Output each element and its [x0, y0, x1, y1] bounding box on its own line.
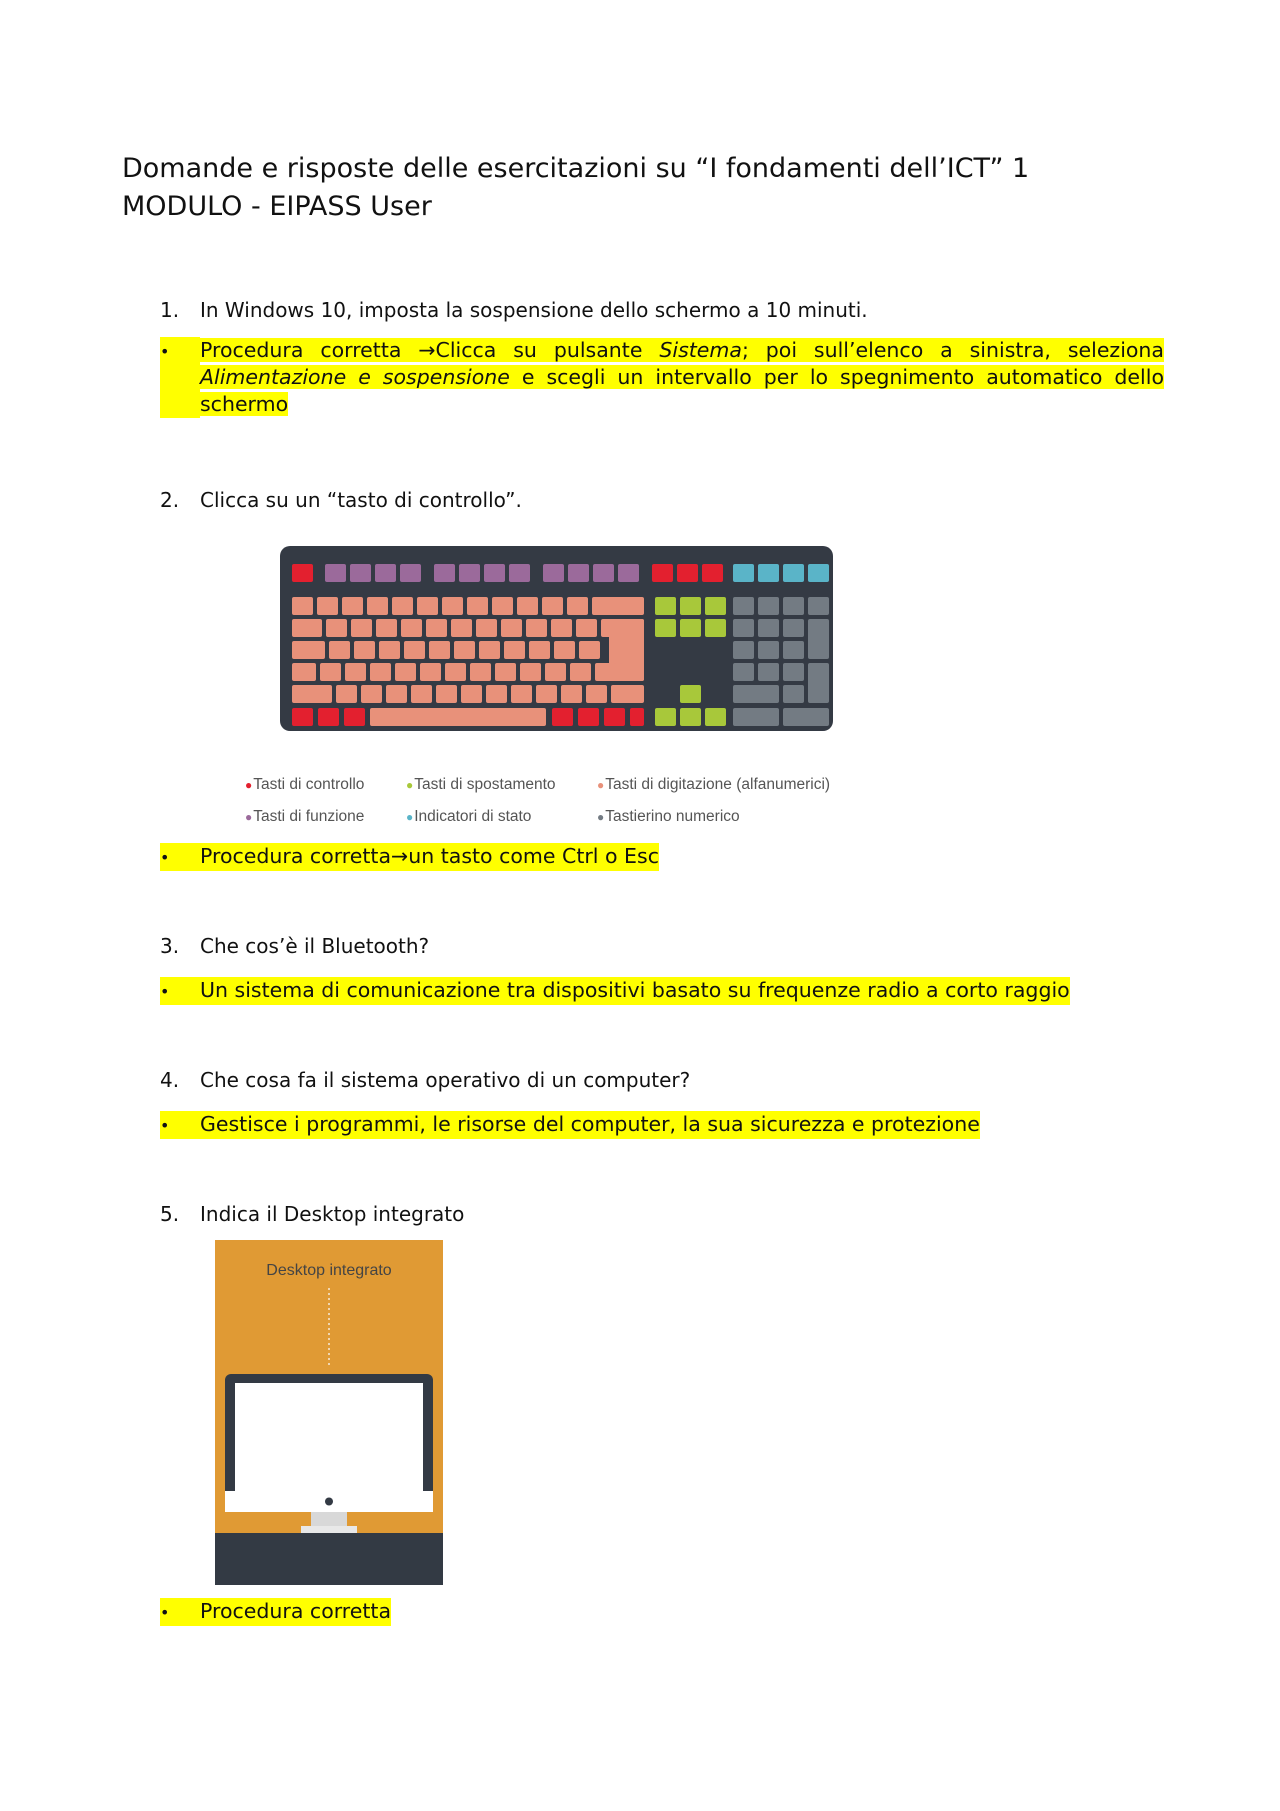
key-alphanumeric — [420, 663, 441, 681]
legend-item — [597, 808, 740, 826]
bullet-icon: • — [160, 1598, 200, 1626]
key-control — [702, 564, 723, 582]
key-navigation — [705, 619, 726, 637]
key-numpad — [783, 597, 804, 615]
key-alphanumeric — [476, 619, 497, 637]
key-alphanumeric — [395, 663, 416, 681]
answer-3 — [160, 977, 1070, 1005]
arrow-icon: → — [418, 338, 436, 362]
key-alphanumeric — [620, 663, 644, 681]
answer-emphasis: Alimentazione e sospensione — [200, 365, 510, 389]
key-alphanumeric — [317, 597, 338, 615]
question-text: Che cosa fa il sistema operativo di un computer? — [200, 1068, 691, 1092]
key-function — [593, 564, 614, 582]
key-alphanumeric — [595, 663, 616, 681]
key-numpad — [733, 685, 779, 703]
question-number: 3. — [160, 934, 180, 958]
key-alphanumeric — [576, 619, 597, 637]
bullet-icon: • — [160, 843, 200, 871]
page-title-line-1: Domande e risposte delle esercitazioni su “I fondamenti dell’ICT” 1 — [122, 153, 1030, 184]
question-5 — [160, 1200, 464, 1228]
key-alphanumeric — [326, 619, 347, 637]
desktop-label: Desktop integrato — [266, 1262, 392, 1279]
question-number: 1. — [160, 298, 180, 322]
key-arrow — [705, 708, 726, 726]
bullet-icon: • — [160, 1111, 200, 1139]
key-alphanumeric — [292, 597, 313, 615]
key-navigation — [705, 597, 726, 615]
answer-4 — [160, 1111, 980, 1139]
key-alphanumeric — [545, 663, 566, 681]
key-arrow — [655, 708, 676, 726]
answer-text: un tasto come Ctrl o Esc — [408, 844, 659, 868]
answer-emphasis: Sistema — [659, 338, 742, 362]
key-navigation — [680, 619, 701, 637]
key-alphanumeric — [292, 663, 316, 681]
key-numpad — [733, 619, 754, 637]
question-text: Clicca su un “tasto di controllo”. — [200, 488, 522, 512]
key-alphanumeric — [354, 641, 375, 659]
question-number: 4. — [160, 1068, 180, 1092]
key-arrow — [680, 708, 701, 726]
key-numpad — [783, 619, 804, 637]
answer-text: e scegli un intervallo per lo spegnimento automatico dello schermo — [200, 365, 1164, 416]
key-navigation — [680, 597, 701, 615]
question-2 — [160, 486, 522, 514]
key-alphanumeric — [417, 597, 438, 615]
key-numpad — [758, 641, 779, 659]
key-indicator — [808, 564, 829, 582]
desktop-illustration — [215, 1240, 443, 1585]
key-alphanumeric — [445, 663, 466, 681]
key-control — [318, 708, 339, 726]
key-alphanumeric — [404, 641, 425, 659]
key-alphanumeric — [495, 663, 516, 681]
key-alphanumeric — [554, 641, 575, 659]
legend-dot-icon: ● — [245, 778, 253, 792]
legend-item — [406, 776, 556, 794]
key-function — [568, 564, 589, 582]
key-alphanumeric — [342, 597, 363, 615]
key-alphanumeric — [501, 619, 522, 637]
key-alphanumeric — [526, 619, 547, 637]
key-function — [400, 564, 421, 582]
legend-label: Tasti di funzione — [253, 808, 365, 825]
key-alphanumeric — [529, 641, 550, 659]
key-alphanumeric — [520, 663, 541, 681]
key-alphanumeric — [436, 685, 457, 703]
key-alphanumeric — [370, 663, 391, 681]
key-arrow — [680, 685, 701, 703]
key-numpad — [808, 597, 829, 615]
legend-item — [245, 776, 364, 794]
key-indicator — [783, 564, 804, 582]
key-alphanumeric — [517, 597, 538, 615]
legend-label: Indicatori di stato — [414, 808, 532, 825]
key-spacebar — [370, 708, 546, 726]
key-numpad — [808, 663, 829, 703]
key-numpad — [783, 663, 804, 681]
answer-text: ; poi sull’elenco a sinistra, seleziona — [741, 338, 1164, 362]
answer-5 — [160, 1598, 391, 1626]
key-indicator — [733, 564, 754, 582]
key-numpad — [758, 619, 779, 637]
key-alphanumeric — [376, 619, 397, 637]
legend-dot-icon: ● — [597, 778, 605, 792]
key-alphanumeric — [504, 641, 525, 659]
legend-dot-icon: ● — [406, 810, 414, 824]
legend-label: Tasti di controllo — [253, 776, 365, 793]
key-alphanumeric — [567, 597, 588, 615]
key-function — [375, 564, 396, 582]
monitor-screen — [235, 1383, 423, 1491]
key-indicator — [758, 564, 779, 582]
key-alphanumeric — [536, 685, 557, 703]
question-text: Che cos’è il Bluetooth? — [200, 934, 430, 958]
legend-item — [597, 776, 830, 794]
key-alphanumeric — [320, 663, 341, 681]
monitor-stand — [311, 1512, 347, 1528]
key-control — [604, 708, 625, 726]
bullet-icon: • — [160, 977, 200, 1005]
answer-text: Procedura corretta — [200, 338, 419, 362]
key-control — [578, 708, 599, 726]
key-alphanumeric — [511, 685, 532, 703]
key-alphanumeric — [454, 641, 475, 659]
question-4 — [160, 1066, 690, 1094]
key-alphanumeric — [561, 685, 582, 703]
key-numpad — [808, 619, 829, 659]
question-text: In Windows 10, imposta la sospensione dello schermo a 10 minuti. — [200, 298, 868, 322]
key-alphanumeric — [492, 597, 513, 615]
key-alphanumeric — [379, 641, 400, 659]
legend-label: Tastierino numerico — [605, 808, 740, 825]
answer-text: Procedura corretta — [200, 844, 392, 868]
key-control — [292, 564, 313, 582]
key-control — [652, 564, 673, 582]
answer-text: Procedura corretta — [200, 1598, 391, 1626]
key-alphanumeric — [426, 619, 447, 637]
key-shift — [292, 685, 332, 703]
key-function — [459, 564, 480, 582]
key-alphanumeric — [345, 663, 366, 681]
key-alphanumeric — [467, 597, 488, 615]
answer-text: Un sistema di comunicazione tra dispositivi basato su frequenze radio a corto raggio — [200, 977, 1070, 1005]
key-function — [509, 564, 530, 582]
key-control — [552, 708, 573, 726]
question-number: 2. — [160, 488, 180, 512]
key-numpad — [783, 685, 804, 703]
key-alphanumeric — [292, 619, 322, 637]
key-function — [434, 564, 455, 582]
key-alphanumeric — [570, 663, 591, 681]
legend-dot-icon: ● — [597, 810, 605, 824]
key-alphanumeric — [586, 685, 607, 703]
bullet-icon: • — [160, 337, 200, 418]
question-text: Indica il Desktop integrato — [200, 1202, 465, 1226]
key-alphanumeric — [392, 597, 413, 615]
question-number: 5. — [160, 1202, 180, 1226]
key-function — [543, 564, 564, 582]
key-alphanumeric — [442, 597, 463, 615]
key-alphanumeric — [551, 619, 572, 637]
apple-logo-icon — [325, 1498, 333, 1506]
legend-item — [406, 808, 531, 826]
key-alphanumeric — [351, 619, 372, 637]
answer-text: Clicca su pulsante — [435, 338, 660, 362]
key-navigation — [655, 619, 676, 637]
key-numpad — [733, 641, 754, 659]
key-alphanumeric — [479, 641, 500, 659]
key-alphanumeric — [401, 619, 422, 637]
question-1 — [160, 296, 868, 324]
key-control — [292, 708, 313, 726]
key-alphanumeric — [386, 685, 407, 703]
key-function — [350, 564, 371, 582]
key-numpad — [783, 641, 804, 659]
key-numpad — [733, 708, 779, 726]
key-shift — [611, 685, 644, 703]
key-numpad — [733, 663, 754, 681]
key-function — [618, 564, 639, 582]
key-control — [344, 708, 365, 726]
answer-2 — [160, 843, 659, 871]
key-alphanumeric — [336, 685, 357, 703]
key-alphanumeric — [542, 597, 563, 615]
key-function — [325, 564, 346, 582]
key-alphanumeric — [592, 597, 644, 615]
page-title — [122, 150, 1082, 226]
key-alphanumeric — [486, 685, 507, 703]
answer-text: Gestisce i programmi, le risorse del computer, la sua sicurezza e protezione — [200, 1111, 980, 1139]
legend-label: Tasti di digitazione (alfanumerici) — [605, 776, 831, 793]
key-alphanumeric — [361, 685, 382, 703]
key-numpad — [758, 663, 779, 681]
key-alphanumeric — [429, 641, 450, 659]
legend-dot-icon: ● — [245, 810, 253, 824]
key-alphanumeric — [451, 619, 472, 637]
page-title-line-2: MODULO - EIPASS User — [122, 191, 432, 222]
key-alphanumeric — [367, 597, 388, 615]
key-alphanumeric — [470, 663, 491, 681]
key-control — [630, 708, 644, 726]
key-numpad — [783, 708, 829, 726]
desk-surface — [215, 1533, 443, 1585]
key-numpad — [758, 597, 779, 615]
key-alphanumeric — [579, 641, 600, 659]
legend-label: Tasti di spostamento — [414, 776, 556, 793]
key-function — [484, 564, 505, 582]
legend-dot-icon: ● — [406, 778, 414, 792]
key-alphanumeric — [411, 685, 432, 703]
legend-item — [245, 808, 364, 826]
answer-1 — [160, 337, 1164, 418]
key-control — [677, 564, 698, 582]
keyboard-keys — [280, 546, 833, 731]
arrow-icon: → — [391, 844, 409, 868]
monitor-base — [301, 1526, 357, 1533]
key-navigation — [655, 597, 676, 615]
key-numpad — [733, 597, 754, 615]
key-alphanumeric — [292, 641, 325, 659]
key-alphanumeric — [461, 685, 482, 703]
question-3 — [160, 932, 429, 960]
key-alphanumeric — [329, 641, 350, 659]
